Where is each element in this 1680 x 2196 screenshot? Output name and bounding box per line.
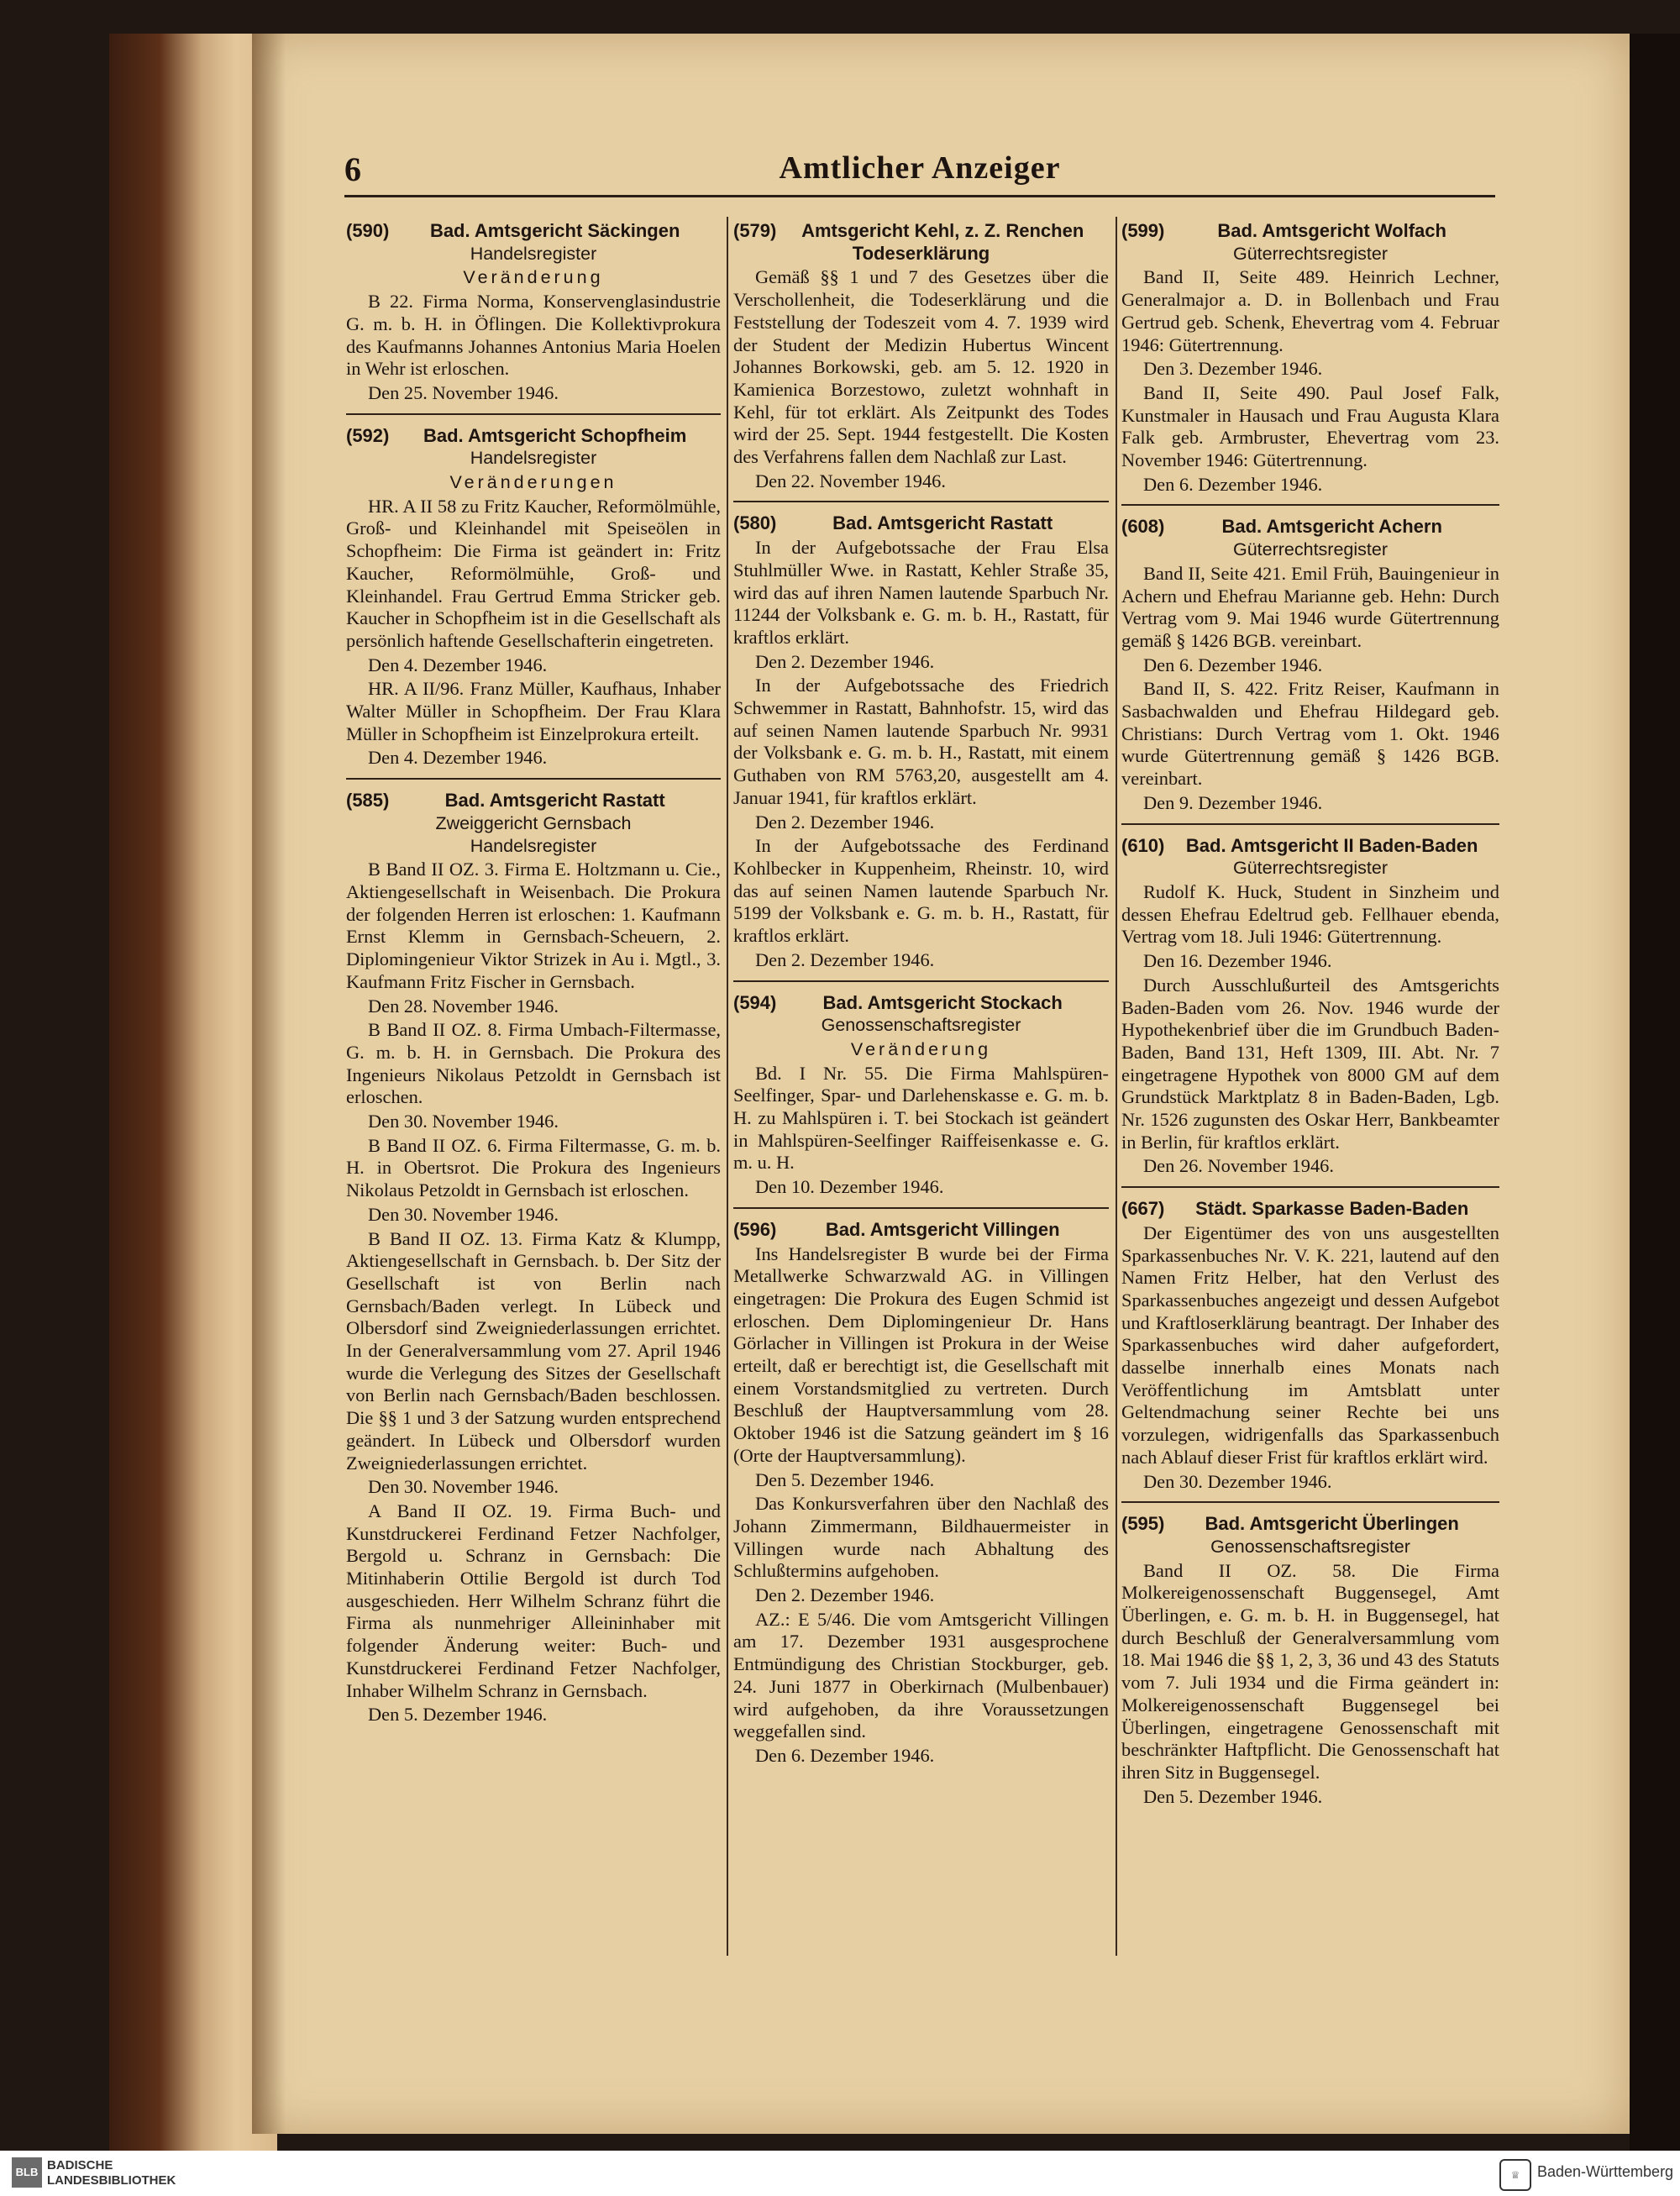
notice-text: Ins Handelsregister B wurde bei der Firma Metallwerke Schwarzwald AG. in Villingen eingetragen: Die Prokura des Eugen Schmid ist erloschen. Dem Diplomingenieur Dr. Hans Görlacher in Villingen ist Prokura in der Weise erteilt, daß er berechtigt ist, die Gesellschaft mit einem Vorstandsmitglied zu vertreten. Durch Beschluß der Hauptversammlung vom 28. Oktober 1946 ist die Satzung geändert im § 16 (Orte der Hauptversammlung). (733, 1242, 1109, 1466)
notice-date: Den 30. November 1946. (368, 1111, 559, 1132)
notice-entry (1121, 1198, 1499, 1493)
entry-separator (1121, 1186, 1499, 1188)
column-rule (727, 217, 728, 1956)
notice-date: Den 5. Dezember 1946. (368, 1704, 548, 1726)
notice-text: In der Aufgebotssache des Friedrich Schwemmer in Rastatt, Bahnhofstr. 15, wird das auf seinen Namen lautende Sparbuch Nr. 9931 der Volksbank e. G. m. b. H., Rastatt, mit einem Guthaben von RM 5763,20, ausgestellt am 4. Januar 1941, für kraftlos erklärt. (733, 675, 1109, 808)
notice-date: Den 25. November 1946. (368, 381, 559, 403)
entry-separator (733, 501, 1109, 502)
notice-text: Rudolf K. Huck, Student in Sinzheim und dessen Ehefrau Edeltrud geb. Fellhauer ebenda, Vertrag vom 18. Juli 1946: Gütertrennung. (1121, 880, 1499, 948)
notice-date: Den 9. Dezember 1946. (1143, 791, 1323, 813)
notice-title (1121, 220, 1499, 243)
entry-separator (346, 778, 721, 780)
entry-separator (733, 980, 1109, 982)
entry-separator (1121, 1501, 1499, 1503)
notice-title (346, 425, 721, 448)
notice-text: B Band II OZ. 3. Firma E. Holtzmann u. Cie., Aktiengesellschaft in Weisenbach. Die Prokura der folgenden Herren ist erloschen: 1. Kaufmann Ernst Klemm in Gernsbach-Scheuern, 2. Diplomingenieur Viktor Strizek in Au i. Mgtl., 3. Kaufmann Fritz Fischer in Gernsbach. (346, 859, 721, 992)
notice-entry (1121, 1513, 1499, 1808)
scan-border-right (1630, 34, 1680, 2151)
change-label: Veränderung (850, 1038, 992, 1059)
notice-entry (1121, 835, 1499, 1179)
notice-date: Den 28. November 1946. (368, 995, 559, 1017)
notice-number: (590) (346, 220, 390, 241)
notice-title (1121, 516, 1499, 538)
notice-text: In der Aufgebotssache des Ferdinand Kohlbecker in Kuppenheim, Rheinstr. 10, wird das auf seinen Namen lautende Sparbuch Nr. 5199 der Volksbank e. G. m. b. H., Rastatt, für kraftlos erklärt. (733, 835, 1109, 947)
register-name: Handelsregister (470, 835, 597, 856)
notice-entry (733, 220, 1109, 492)
court-name: Amtsgericht Kehl, z. Z. Renchen (801, 220, 1084, 241)
notice-entry (733, 992, 1109, 1199)
register-name: Güterrechtsregister (1232, 858, 1388, 879)
notice-text: B 22. Firma Norma, Konservenglasindustrie G. m. b. H. in Öflingen. Die Kollektivprokura des Kaufmanns Johannes Antonius Maria Hoelen in Wehr ist erloschen. (346, 291, 721, 380)
notice-number: (595) (1121, 1513, 1165, 1535)
library-name-line1: BADISCHE (47, 2158, 113, 2172)
column-rule (1116, 217, 1117, 1956)
notice-title (1121, 1198, 1499, 1221)
notice-number: (579) (733, 220, 777, 241)
notice-date: Den 30. November 1946. (368, 1476, 559, 1498)
notice-number: (592) (346, 424, 390, 446)
notice-text: HR. A II/96. Franz Müller, Kaufhaus, Inhaber Walter Müller in Schopfheim. Der Frau Klara Müller in Schopfheim ist Einzelprokura erteilt. (346, 678, 721, 744)
notice-number: (585) (346, 790, 390, 812)
column-3 (1121, 220, 1499, 1815)
notice-date: Den 2. Dezember 1946. (755, 1584, 935, 1606)
register-name: Güterrechtsregister (1232, 243, 1388, 264)
register-name: Genossenschaftsregister (821, 1015, 1021, 1036)
notice-text: A Band II OZ. 19. Firma Buch- und Kunstdruckerei Ferdinand Fetzer Nachfolger, Bergold u. Schranz in Gernsbach: Die Mitinhaberin Ottilie Bergold ist durch Tod ausgeschieden. Herr Wilhelm Schranz führt die Firma als nunmehriger Alleininhaber mit folgender Änderung weiter: Buch- und Kunstdruckerei Ferdinand Fetzer Nachfolger, Inhaber Wilhelm Schranz in Gernsbach. (346, 1500, 721, 1701)
notice-entry (733, 512, 1109, 971)
column-1 (346, 220, 721, 1733)
court-name: Städt. Sparkasse Baden-Baden (1195, 1198, 1469, 1220)
register-name: Handelsregister (470, 448, 597, 469)
change-label: Veränderung (463, 267, 604, 288)
notice-text: B Band II OZ. 6. Firma Filtermasse, G. m. b. H. in Obertsrot. Die Prokura des Ingenieurs Nikolaus Petzoldt in Gernsbach ist erloschen. (346, 1134, 721, 1201)
register-name: Handelsregister (470, 243, 597, 264)
court-name: Bad. Amtsgericht II Baden-Baden (1185, 834, 1478, 856)
notice-text: B Band II OZ. 8. Firma Umbach-Filtermasse, G. m. b. H. in Gernsbach. Die Prokura des Ingenieurs Nikolaus Petzoldt in Gernsbach ist erloschen. (346, 1019, 721, 1108)
column-2 (733, 220, 1109, 1774)
notice-text: HR. A II 58 zu Fritz Kaucher, Reformölmühle, Groß- und Kleinhandel mit Speiseölen in Schopfheim: Die Firma ist geändert in: Fritz Kaucher, Reformölmühle, Groß- und Kleinhandel. Frau Gertrud Emma Stricker geb. Kaucher in Schopfheim ist in die Gesellschaft als persönlich haftende Gesellschafterin eingetreten. (346, 495, 721, 651)
notice-date: Den 2. Dezember 1946. (755, 811, 935, 833)
notice-date: Den 16. Dezember 1946. (1143, 950, 1332, 972)
court-name: Bad. Amtsgericht Achern (1221, 516, 1442, 538)
notice-entry (1121, 220, 1499, 496)
notice-text: Band II, Seite 489. Heinrich Lechner, Generalmajor a. D. in Bollenbach und Frau Gertrud geb. Schenk, Ehevertrag vom 4. Februar 1946: Gütertrennung. (1121, 266, 1499, 355)
court-name: Bad. Amtsgericht Rastatt (444, 790, 665, 812)
page-number: 6 (344, 150, 361, 188)
entry-separator (733, 1207, 1109, 1209)
register-name: Zweiggericht Gernsbach (435, 812, 632, 833)
notice-title (1121, 1513, 1499, 1536)
notice-title (733, 1219, 1109, 1242)
notice-date: Den 4. Dezember 1946. (368, 654, 548, 675)
notice-date: Den 30. Dezember 1946. (1143, 1470, 1332, 1492)
entry-separator (346, 413, 721, 415)
court-name: Bad. Amtsgericht Stockach (822, 991, 1063, 1013)
notice-text: B Band II OZ. 13. Firma Katz & Klumpp, Aktiengesellschaft in Gernsbach. b. Der Sitz der Gesellschaft ist von Berlin nach Gernsbach/Baden verlegt. In Lübeck und Olbersdorf sind Zweigniederlassungen errichtet. In der Generalversammlung vom 27. April 1946 wurde die Verlegung des Sitzes der Gesellschaft von Berlin nach Gernsbach/Baden beschlossen. Die §§ 1 und 3 der Satzung wurden entsprechend geändert. In Lübeck und Olbersdorf wurden Zweigniederlassungen errichtet. (346, 1227, 721, 1474)
notice-number: (594) (733, 991, 777, 1013)
notice-date: Den 6. Dezember 1946. (1143, 473, 1323, 495)
notice-text: Band II, Seite 421. Emil Früh, Bauingenieur in Achern und Ehefrau Marianne geb. Hehn: Durch Vertrag vom 9. Mai 1946 wurde Gütertrennung gemäß § 1426 BGB. vereinbart. (1121, 562, 1499, 651)
notice-text: Band II, S. 422. Fritz Reiser, Kaufmann in Sasbachwalden und Ehefrau Hildegard geb. Christians: Durch Vertrag vom 1. Okt. 1946 wurde Gütertrennung gemäß § 1426 BGB. vereinbart. (1121, 678, 1499, 790)
running-head: Amtlicher Anzeiger (779, 150, 1061, 186)
notice-number: (608) (1121, 516, 1165, 538)
entry-separator (1121, 823, 1499, 825)
library-name-line2: LANDESBIBLIOTHEK (47, 2173, 176, 2188)
register-name: Güterrechtsregister (1232, 539, 1388, 560)
court-name: Bad. Amtsgericht Villingen (825, 1218, 1060, 1240)
notice-title (1121, 835, 1499, 858)
notice-date: Den 5. Dezember 1946. (755, 1468, 935, 1490)
notice-text: Band II OZ. 58. Die Firma Molkereigenossenschaft Buggensegel, Amt Überlingen, e. G. m. b. H. in Buggensegel, hat durch Beschluß der Generalversammlung vom 18. Mai 1946 die §§ 1, 2, 3, 36 und 43 des Statuts vom 7. Juli 1934 und die Firma geändert in: Molkereigenossenschaft Buggensegel bei Überlingen, eingetragene Genossenschaft mit beschränkter Haftpflicht. Die Genossenschaft hat ihren Sitz in Buggensegel. (1121, 1559, 1499, 1783)
court-name: Bad. Amtsgericht Schopfheim (423, 424, 687, 446)
notice-number: (667) (1121, 1198, 1165, 1220)
library-name[interactable] (47, 2158, 176, 2188)
page-header (344, 150, 1495, 192)
blb-logo-icon: BLB (12, 2157, 42, 2188)
notice-number: (599) (1121, 220, 1165, 241)
notice-date: Den 30. November 1946. (368, 1203, 559, 1225)
notice-text: Bd. I Nr. 55. Die Firma Mahlspüren-Seelfinger, Spar- und Darlehenskasse e. G. m. b. H. zu Mahlspüren i. T. bei Stockach ist geändert in Mahlspüren-Seelfinger Raiffeisenkasse e. G. m. u. H. (733, 1062, 1109, 1174)
court-name: Bad. Amtsgericht Säckingen (429, 220, 680, 241)
notice-text: Band II, Seite 490. Paul Josef Falk, Kunstmaler in Hausach und Frau Augusta Klara Falk geb. Armbruster, Ehevertrag vom 23. November 1946: Gütertrennung. (1121, 381, 1499, 471)
register-name: Genossenschaftsregister (1210, 1536, 1410, 1557)
notice-date: Den 10. Dezember 1946. (755, 1176, 944, 1198)
notice-number: (610) (1121, 834, 1165, 856)
notice-date: Den 5. Dezember 1946. (1143, 1785, 1323, 1807)
notice-date: Den 4. Dezember 1946. (368, 747, 548, 769)
notice-text: Der Eigentümer des von uns ausgestellten Sparkassenbuches Nr. V. K. 221, lautend auf den Namen Fritz Helber, hat den Verlust des Sparkassenbuches angezeigt und dessen Aufgebot und Kraftloserklärung beantragt. Der Inhaber des Sparkassenbuches wird daher aufgefordert, dasselbe innerhalb eines Monats nach Veröffentlichung im Amtsblatt unter Geltendmachung seiner Rechte bei uns vorzulegen, widrigenfalls das Sparkassenbuch nach Ablauf dieser Frist für kraftlos erklärt wird. (1121, 1221, 1499, 1468)
notice-title (733, 512, 1109, 535)
notice-title (733, 992, 1109, 1015)
notice-date: Den 26. November 1946. (1143, 1155, 1334, 1177)
footer-bar (0, 2151, 1680, 2196)
notice-date: Den 2. Dezember 1946. (755, 650, 935, 672)
state-name[interactable]: Baden-Württemberg (1537, 2163, 1674, 2180)
court-name: Bad. Amtsgericht Überlingen (1205, 1513, 1459, 1535)
court-name: Bad. Amtsgericht Rastatt (832, 512, 1053, 534)
notice-text: In der Aufgebotssache der Frau Elsa Stuhlmüller Wwe. in Rastatt, Kehler Straße 35, wird das auf ihren Namen lautende Sparbuch Nr. 11244 der Volksbank e. G. m. b. H., Rastatt, für kraftlos erklärt. (733, 537, 1109, 648)
notice-text: AZ.: E 5/46. Die vom Amtsgericht Villingen am 17. Dezember 1931 ausgesprochene Entmündigung des Christian Stockburger, geb. 24. Juni 1877 in Oberkirnach (Mulbenbauer) wird aufgehoben, da ihre Voraussetzungen weggefallen sind. (733, 1608, 1109, 1742)
notice-text: Gemäß §§ 1 und 7 des Gesetzes über die Verschollenheit, die Todeserklärung und die Feststellung der Todeszeit vom 4. 7. 1939 wird der Student der Medizin Hubertus Wincent Johannes Borkowski, geb. am 5. 12. 1920 in Kamienica Borzestowo, zuletzt wohnhaft in Kehl, für tot erklärt. Als Zeitpunkt des Todes wird der 25. Sept. 1944 festgestellt. Die Kosten des Verfahrens fallen dem Nachlaß zur Last. (733, 266, 1109, 468)
notice-entry (346, 425, 721, 770)
entry-separator (1121, 504, 1499, 506)
notice-number: (580) (733, 512, 777, 534)
notice-date: Den 2. Dezember 1946. (755, 948, 935, 970)
gutter-shadow (252, 34, 286, 2134)
header-rule (344, 195, 1495, 197)
notice-entry (733, 1219, 1109, 1768)
notice-entry (346, 220, 721, 405)
notice-title (346, 790, 721, 812)
notice-heading: Todeserklärung (852, 242, 990, 264)
change-label: Veränderungen (449, 472, 617, 493)
notice-title (733, 220, 1109, 243)
notice-entry (1121, 516, 1499, 814)
notice-text: Das Konkursverfahren über den Nachlaß des Johann Zimmermann, Bildhauermeister in Villingen wurde nach Abhaltung des Schlußtermins aufgehoben. (733, 1493, 1109, 1582)
notice-text: Durch Ausschlußurteil des Amtsgerichts Baden-Baden vom 26. Nov. 1946 wurde der Hypothekenbrief über die im Grundbuch Baden-Baden, Band 131, Heft 1309, III. Abt. Nr. 7 eingetragene Hypothek von 8000 GM auf dem Grundstück Marktplatz 8 in Baden-Baden, Lgb. Nr. 1526 zugunsten des Oskar Herr, Bankbeamter in Berlin, für kraftlos erklärt. (1121, 974, 1499, 1153)
notice-date: Den 6. Dezember 1946. (1143, 654, 1323, 675)
notice-date: Den 22. November 1946. (755, 470, 946, 491)
notice-date: Den 6. Dezember 1946. (755, 1745, 935, 1766)
court-name: Bad. Amtsgericht Wolfach (1217, 220, 1446, 241)
notice-title (346, 220, 721, 243)
notice-number: (596) (733, 1218, 777, 1240)
notice-date: Den 3. Dezember 1946. (1143, 358, 1323, 380)
notice-entry (346, 790, 721, 1726)
coat-of-arms-icon: ♕ (1499, 2159, 1531, 2191)
